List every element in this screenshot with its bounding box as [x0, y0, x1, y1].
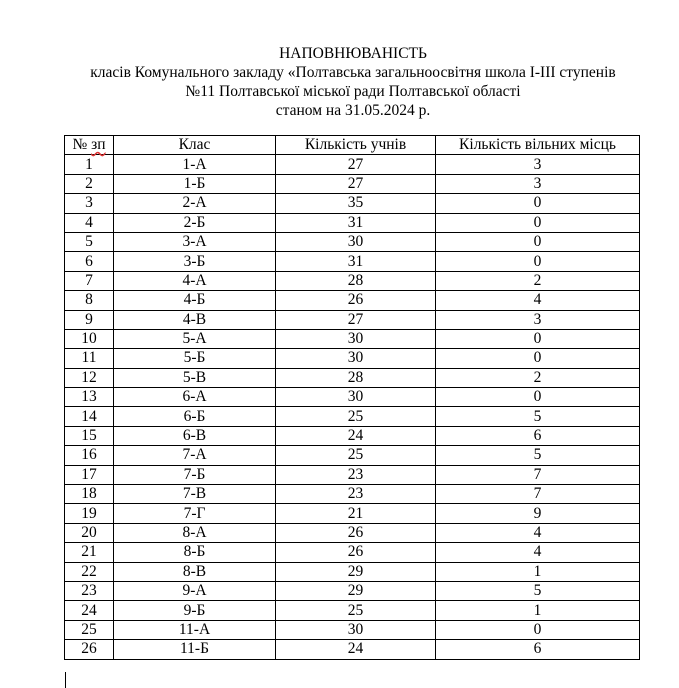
- table-row: [65, 174, 640, 193]
- title-line-date: станом на 31.05.2024 р.: [275, 102, 431, 119]
- table-row: [65, 504, 640, 523]
- cell-number: 19: [65, 504, 114, 523]
- cell-students: 24: [276, 640, 436, 659]
- cell-students: 26: [276, 543, 436, 562]
- table-row: [65, 271, 640, 290]
- cell-class: 5-В: [114, 368, 276, 387]
- cell-free-places: 3: [436, 174, 640, 193]
- cell-number: 11: [65, 349, 114, 368]
- header-free-places: Кількість вільних місць: [436, 136, 640, 155]
- table-row: [65, 426, 640, 445]
- cell-free-places: 1: [436, 601, 640, 620]
- cell-free-places: 5: [436, 581, 640, 600]
- cell-students: 28: [276, 271, 436, 290]
- cell-students: 25: [276, 601, 436, 620]
- header-students: Кількість учнів: [276, 136, 436, 155]
- cell-class: 4-А: [114, 271, 276, 290]
- cell-students: 27: [276, 310, 436, 329]
- table-row: [65, 310, 640, 329]
- cell-class: 11-А: [114, 620, 276, 639]
- table-row: [65, 329, 640, 348]
- cell-students: 21: [276, 504, 436, 523]
- cell-class: 1-А: [114, 155, 276, 174]
- cell-students: 25: [276, 407, 436, 426]
- table-row: [65, 523, 640, 542]
- table-row: [65, 581, 640, 600]
- cell-number: 22: [65, 562, 114, 581]
- cell-number: 9: [65, 310, 114, 329]
- cell-class: 6-В: [114, 426, 276, 445]
- cell-number: 6: [65, 252, 114, 271]
- cell-number: 10: [65, 329, 114, 348]
- cell-class: 8-А: [114, 523, 276, 542]
- table-row: [65, 155, 640, 174]
- table-header-row: [65, 136, 640, 155]
- cell-free-places: 0: [436, 329, 640, 348]
- cell-free-places: 4: [436, 291, 640, 310]
- cell-number: 15: [65, 426, 114, 445]
- cell-students: 30: [276, 620, 436, 639]
- table-row: [65, 388, 640, 407]
- table-row: [65, 349, 640, 368]
- cell-number: 16: [65, 446, 114, 465]
- cell-free-places: 2: [436, 368, 640, 387]
- cell-free-places: 0: [436, 388, 640, 407]
- cell-class: 5-А: [114, 329, 276, 348]
- cell-class: 3-Б: [114, 252, 276, 271]
- cell-students: 26: [276, 523, 436, 542]
- cell-students: 30: [276, 349, 436, 368]
- table-row: [65, 620, 640, 639]
- title-heading: НАПОВНЮВАНІСТЬ: [279, 45, 427, 62]
- cell-number: 7: [65, 271, 114, 290]
- cell-free-places: 0: [436, 213, 640, 232]
- cell-students: 31: [276, 213, 436, 232]
- cell-number: 26: [65, 640, 114, 659]
- cell-free-places: 6: [436, 640, 640, 659]
- table-row: [65, 291, 640, 310]
- cell-students: 35: [276, 194, 436, 213]
- cell-class: 7-Б: [114, 465, 276, 484]
- cell-students: 26: [276, 291, 436, 310]
- cell-free-places: 1: [436, 562, 640, 581]
- cell-students: 27: [276, 155, 436, 174]
- table-row: [65, 485, 640, 504]
- cell-free-places: 0: [436, 232, 640, 251]
- cell-class: 5-Б: [114, 349, 276, 368]
- cell-students: 28: [276, 368, 436, 387]
- cell-free-places: 5: [436, 446, 640, 465]
- cell-free-places: 0: [436, 252, 640, 271]
- cell-students: 31: [276, 252, 436, 271]
- cell-students: 30: [276, 232, 436, 251]
- cell-free-places: 6: [436, 426, 640, 445]
- class-occupancy-table: [64, 135, 640, 660]
- cell-number: 8: [65, 291, 114, 310]
- cell-number: 2: [65, 174, 114, 193]
- cell-free-places: 0: [436, 620, 640, 639]
- cell-class: 4-Б: [114, 291, 276, 310]
- cell-class: 9-Б: [114, 601, 276, 620]
- cell-number: 1: [65, 155, 114, 174]
- cell-number: 17: [65, 465, 114, 484]
- cell-free-places: 4: [436, 523, 640, 542]
- cell-students: 23: [276, 485, 436, 504]
- table-row: [65, 601, 640, 620]
- cell-free-places: 4: [436, 543, 640, 562]
- title-line-council: №11 Полтавської міської ради Полтавської області: [185, 83, 521, 100]
- cell-number: 12: [65, 368, 114, 387]
- cell-free-places: 7: [436, 485, 640, 504]
- table-row: [65, 407, 640, 426]
- cell-students: 23: [276, 465, 436, 484]
- cell-number: 18: [65, 485, 114, 504]
- cell-students: 25: [276, 446, 436, 465]
- cell-students: 30: [276, 388, 436, 407]
- cell-class: 7-А: [114, 446, 276, 465]
- table-row: [65, 252, 640, 271]
- cell-students: 27: [276, 174, 436, 193]
- cell-number: 21: [65, 543, 114, 562]
- cell-free-places: 0: [436, 194, 640, 213]
- cell-class: 6-А: [114, 388, 276, 407]
- cell-class: 7-В: [114, 485, 276, 504]
- cell-free-places: 2: [436, 271, 640, 290]
- cell-class: 6-Б: [114, 407, 276, 426]
- cell-number: 4: [65, 213, 114, 232]
- cell-number: 25: [65, 620, 114, 639]
- cell-number: 14: [65, 407, 114, 426]
- cell-free-places: 0: [436, 349, 640, 368]
- table-row: [65, 543, 640, 562]
- table-row: [65, 640, 640, 659]
- cell-number: 5: [65, 232, 114, 251]
- cell-free-places: 7: [436, 465, 640, 484]
- text-cursor: [65, 672, 66, 688]
- table-row: [65, 213, 640, 232]
- table-row: [65, 368, 640, 387]
- cell-number: 13: [65, 388, 114, 407]
- cell-class: 8-В: [114, 562, 276, 581]
- cell-class: 8-Б: [114, 543, 276, 562]
- cell-number: 24: [65, 601, 114, 620]
- cell-class: 7-Г: [114, 504, 276, 523]
- cell-number: 3: [65, 194, 114, 213]
- cell-free-places: 9: [436, 504, 640, 523]
- cell-students: 29: [276, 581, 436, 600]
- cell-class: 1-Б: [114, 174, 276, 193]
- table-row: [65, 446, 640, 465]
- cell-number: 23: [65, 581, 114, 600]
- cell-class: 2-Б: [114, 213, 276, 232]
- title-line-school: класів Комунального закладу «Полтавська загальноосвітня школа І-ІІІ ступенів: [90, 64, 616, 81]
- cell-free-places: 5: [436, 407, 640, 426]
- header-number: № зп: [65, 136, 114, 155]
- cell-class: 3-А: [114, 232, 276, 251]
- cell-class: 2-А: [114, 194, 276, 213]
- spellcheck-word: зп: [91, 136, 106, 154]
- cell-students: 30: [276, 329, 436, 348]
- cell-class: 11-Б: [114, 640, 276, 659]
- cell-free-places: 3: [436, 310, 640, 329]
- cell-students: 29: [276, 562, 436, 581]
- cell-class: 4-В: [114, 310, 276, 329]
- table-row: [65, 562, 640, 581]
- cell-number: 20: [65, 523, 114, 542]
- cell-free-places: 3: [436, 155, 640, 174]
- cell-students: 24: [276, 426, 436, 445]
- cell-class: 9-А: [114, 581, 276, 600]
- header-class: Клас: [114, 136, 276, 155]
- table-row: [65, 465, 640, 484]
- table-row: [65, 232, 640, 251]
- document-title: [0, 44, 679, 120]
- table-row: [65, 194, 640, 213]
